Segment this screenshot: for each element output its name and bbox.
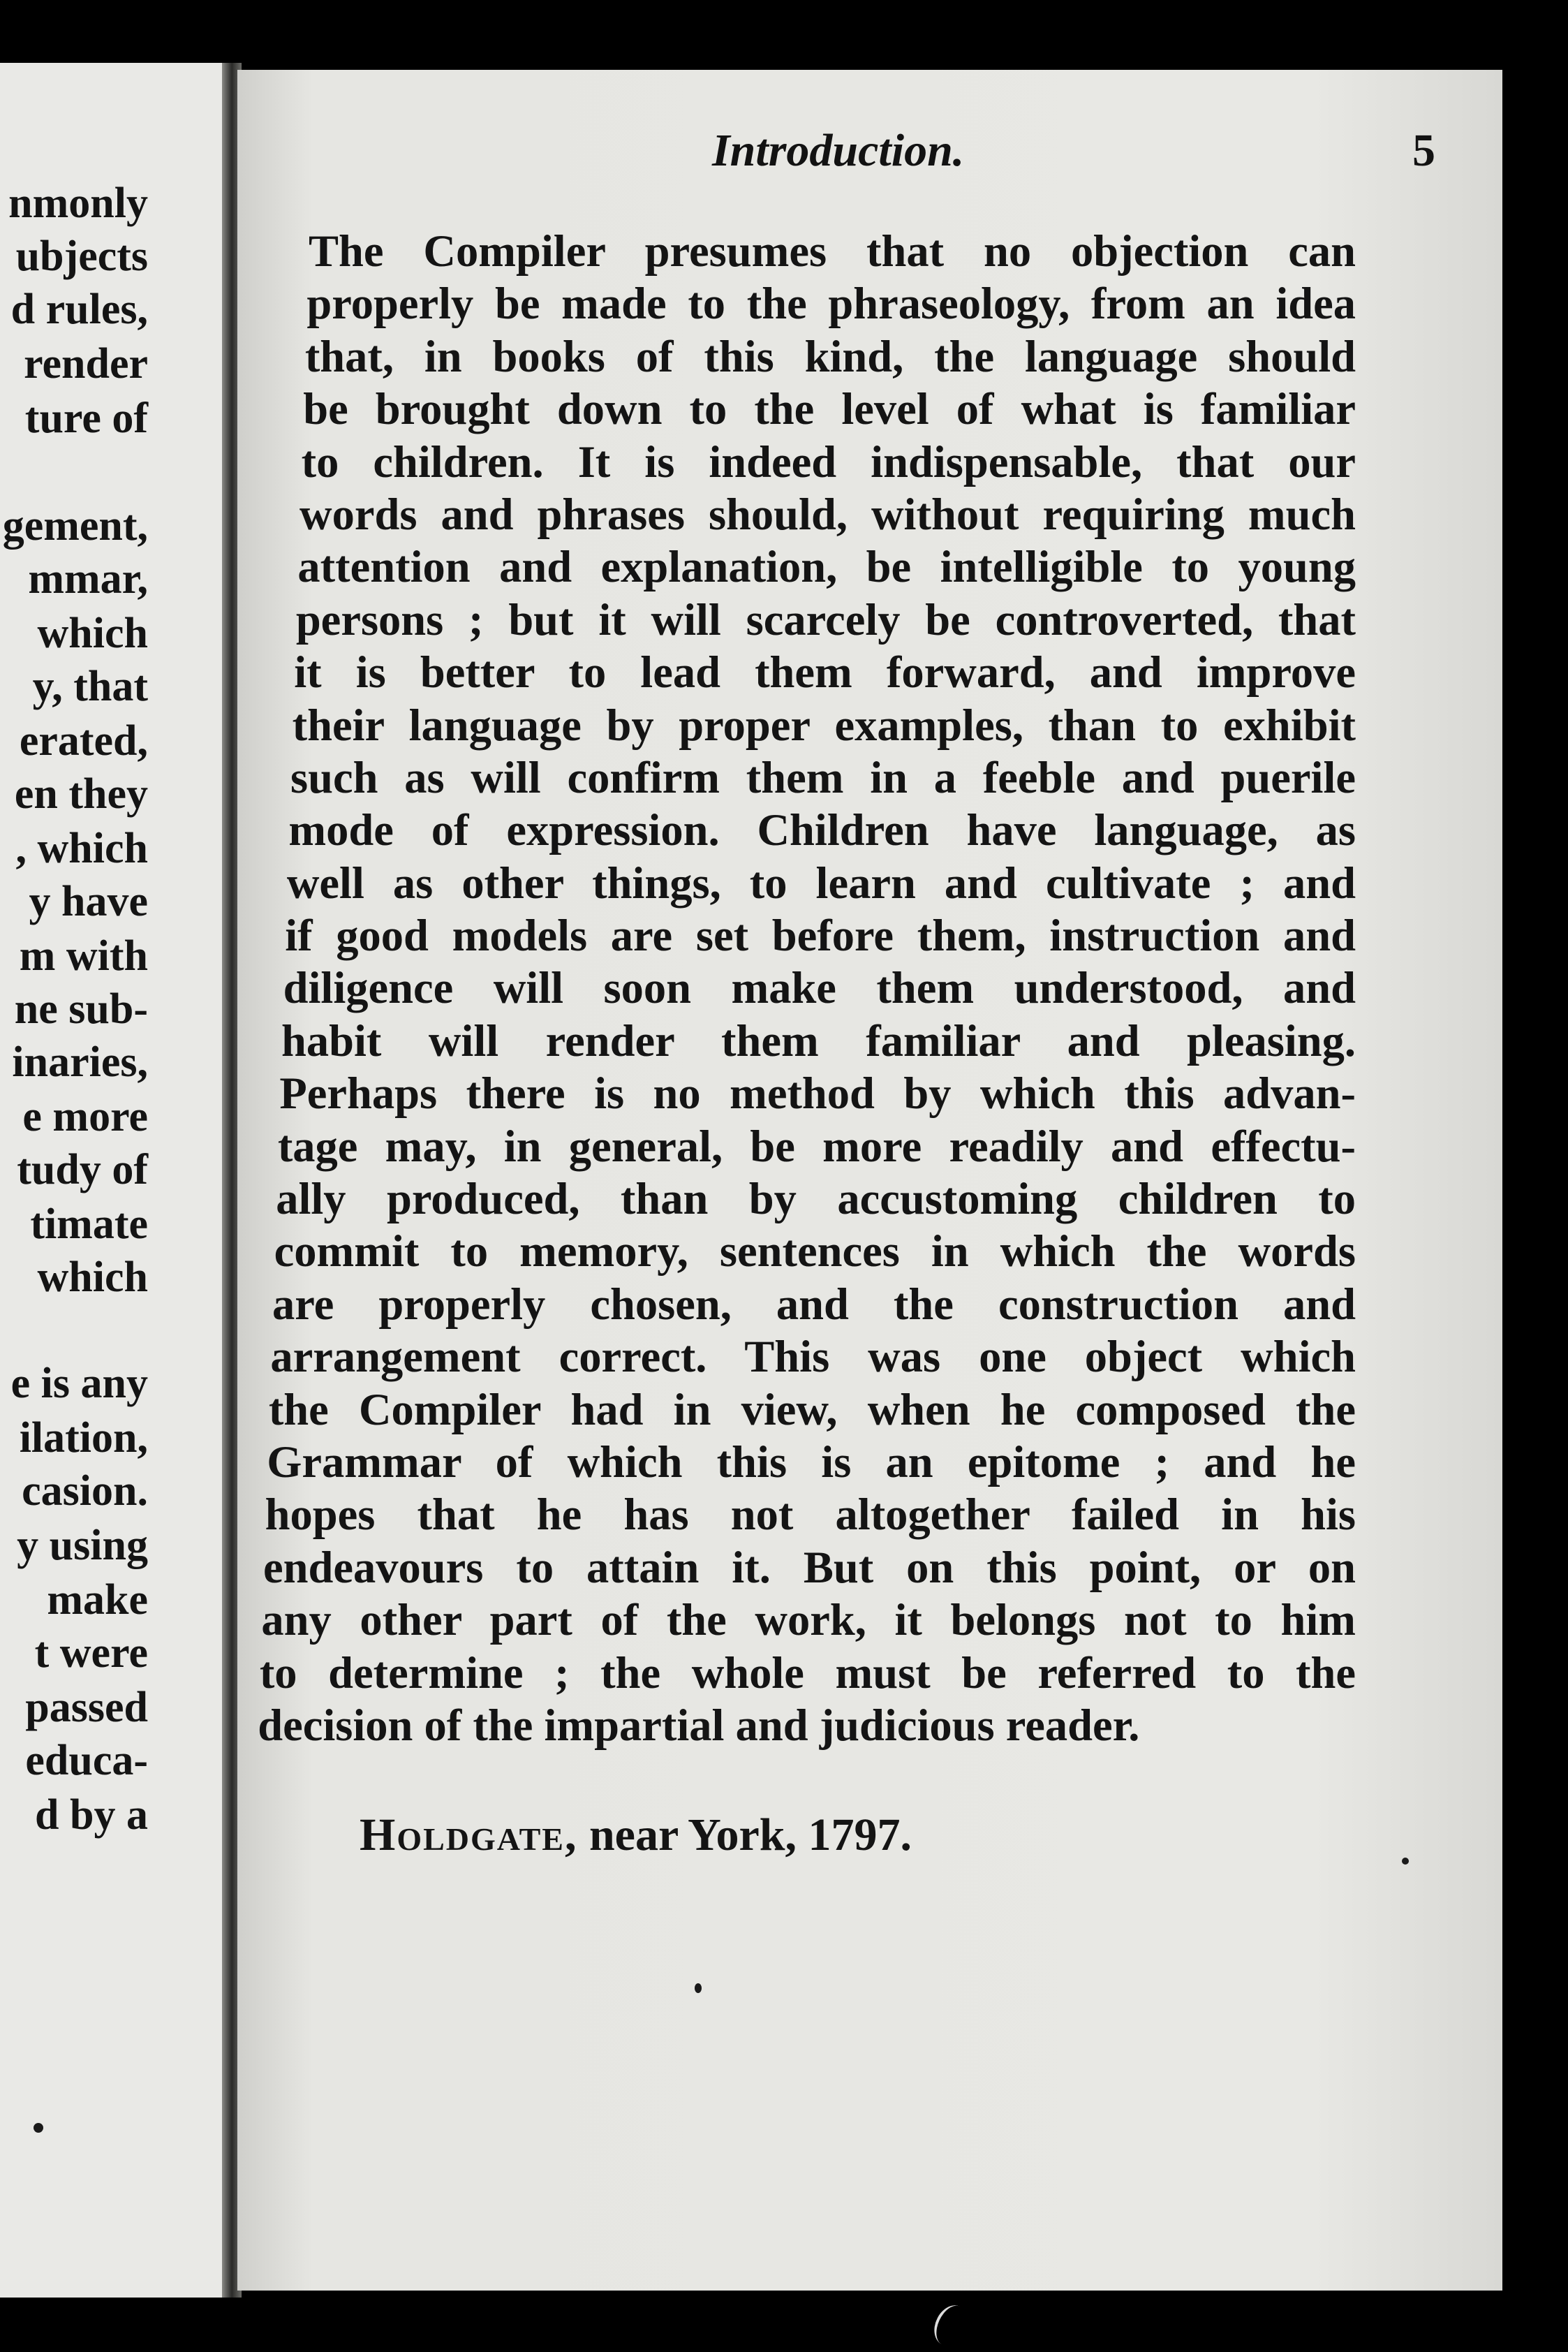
left-page-line: gement, bbox=[2, 502, 148, 550]
left-page-line: y using bbox=[17, 1522, 148, 1569]
body-line: any other part of the work, it belongs not to him bbox=[261, 1595, 1356, 1645]
header-title: Introduction. bbox=[712, 125, 965, 176]
body-line: The Compiler presumes that no objection can bbox=[309, 226, 1356, 276]
body-line: their language by proper examples, than to exhibit bbox=[292, 700, 1356, 750]
left-page-line: nmonly bbox=[8, 179, 148, 227]
body-line: persons ; but it will scarcely be controverted, that bbox=[295, 594, 1356, 645]
left-page-line: inaries, bbox=[12, 1038, 148, 1086]
left-page-line: y have bbox=[29, 878, 148, 925]
body-line: habit will render them familiar and pleasing. bbox=[281, 1015, 1356, 1066]
left-page-line: ubjects bbox=[15, 233, 148, 280]
ink-speck bbox=[1402, 1858, 1409, 1865]
left-page-line: passed bbox=[25, 1684, 148, 1731]
left-page-line: t were bbox=[34, 1629, 148, 1677]
body-line: endeavours to attain it. But on this point, or on bbox=[263, 1542, 1356, 1592]
signature-place: Holdgate, bbox=[360, 1809, 578, 1860]
left-page-line: y, that bbox=[32, 663, 148, 710]
page-number: 5 bbox=[1412, 125, 1435, 176]
left-page-line: educa- bbox=[25, 1737, 148, 1784]
body-line: Grammar of which this is an epitome ; and he bbox=[267, 1436, 1356, 1487]
body-line: commit to memory, sentences in which the words bbox=[274, 1226, 1356, 1277]
body-line: are properly chosen, and the construction and bbox=[272, 1279, 1356, 1329]
body-line: if good models are set before them, instruction and bbox=[285, 911, 1356, 961]
left-page-line: mmar, bbox=[28, 555, 148, 603]
left-page-line: timate bbox=[30, 1200, 148, 1248]
signature-location-date: near York, 1797. bbox=[577, 1809, 912, 1860]
left-page-line: which bbox=[37, 610, 148, 657]
left-page-line: en they bbox=[14, 770, 148, 818]
left-page-line: render bbox=[24, 340, 148, 388]
body-line: diligence will soon make them understood, and bbox=[283, 963, 1356, 1013]
body-line: ally produced, than by accustoming children to bbox=[276, 1174, 1356, 1224]
left-page-line: ture of bbox=[24, 395, 148, 442]
left-page-line: ne sub- bbox=[14, 985, 148, 1033]
body-line: Perhaps there is no method by which this advan- bbox=[279, 1068, 1356, 1119]
body-line: tage may, in general, be more readily and effectu- bbox=[277, 1121, 1356, 1171]
left-page-fragment bbox=[0, 63, 225, 2298]
left-page-line: d rules, bbox=[10, 286, 148, 333]
left-page-line: m with bbox=[19, 932, 148, 980]
left-page-line: make bbox=[47, 1576, 148, 1624]
left-page-line: , which bbox=[15, 825, 148, 872]
left-page-line: ilation, bbox=[19, 1414, 148, 1462]
signature-line bbox=[360, 1809, 912, 1862]
left-page-line: e more bbox=[22, 1093, 148, 1140]
body-line: to children. It is indeed indispensable, that our bbox=[301, 436, 1356, 487]
body-line: hopes that he has not altogether failed in his bbox=[265, 1490, 1356, 1540]
body-line: properly be made to the phraseology, from an idea bbox=[306, 279, 1356, 329]
ink-speck bbox=[695, 1983, 702, 1993]
running-header bbox=[712, 124, 1435, 180]
body-text bbox=[258, 225, 1356, 1751]
ink-speck bbox=[34, 2123, 43, 2133]
left-page-line: d by a bbox=[35, 1791, 148, 1839]
body-line: be brought down to the level of what is familiar bbox=[303, 384, 1356, 434]
left-page-line: erated, bbox=[19, 717, 148, 765]
body-line: that, in books of this kind, the language should bbox=[304, 331, 1356, 381]
body-line: such as will confirm them in a feeble and puerile bbox=[290, 752, 1356, 802]
body-line: words and phrases should, without requiring much bbox=[299, 489, 1356, 539]
left-page-line: which bbox=[37, 1254, 148, 1301]
body-line: arrangement correct. This was one object which bbox=[270, 1332, 1356, 1382]
body-line: attention and explanation, be intelligible to young bbox=[297, 542, 1356, 592]
left-page-line: casion. bbox=[22, 1467, 148, 1515]
left-page-line: tudy of bbox=[17, 1146, 148, 1193]
body-line: it is better to lead them forward, and improve bbox=[294, 647, 1356, 698]
body-line: well as other things, to learn and cultivate ; and bbox=[286, 858, 1356, 908]
body-line: the Compiler had in view, when he composed the bbox=[268, 1384, 1356, 1434]
body-line: to determine ; the whole must be referred to the bbox=[259, 1647, 1356, 1698]
body-line: decision of the impartial and judicious reader. bbox=[258, 1700, 1140, 1750]
body-line: mode of expression. Children have language, as bbox=[288, 805, 1356, 855]
left-page-line: e is any bbox=[10, 1360, 148, 1407]
pencil-mark bbox=[928, 2300, 973, 2351]
